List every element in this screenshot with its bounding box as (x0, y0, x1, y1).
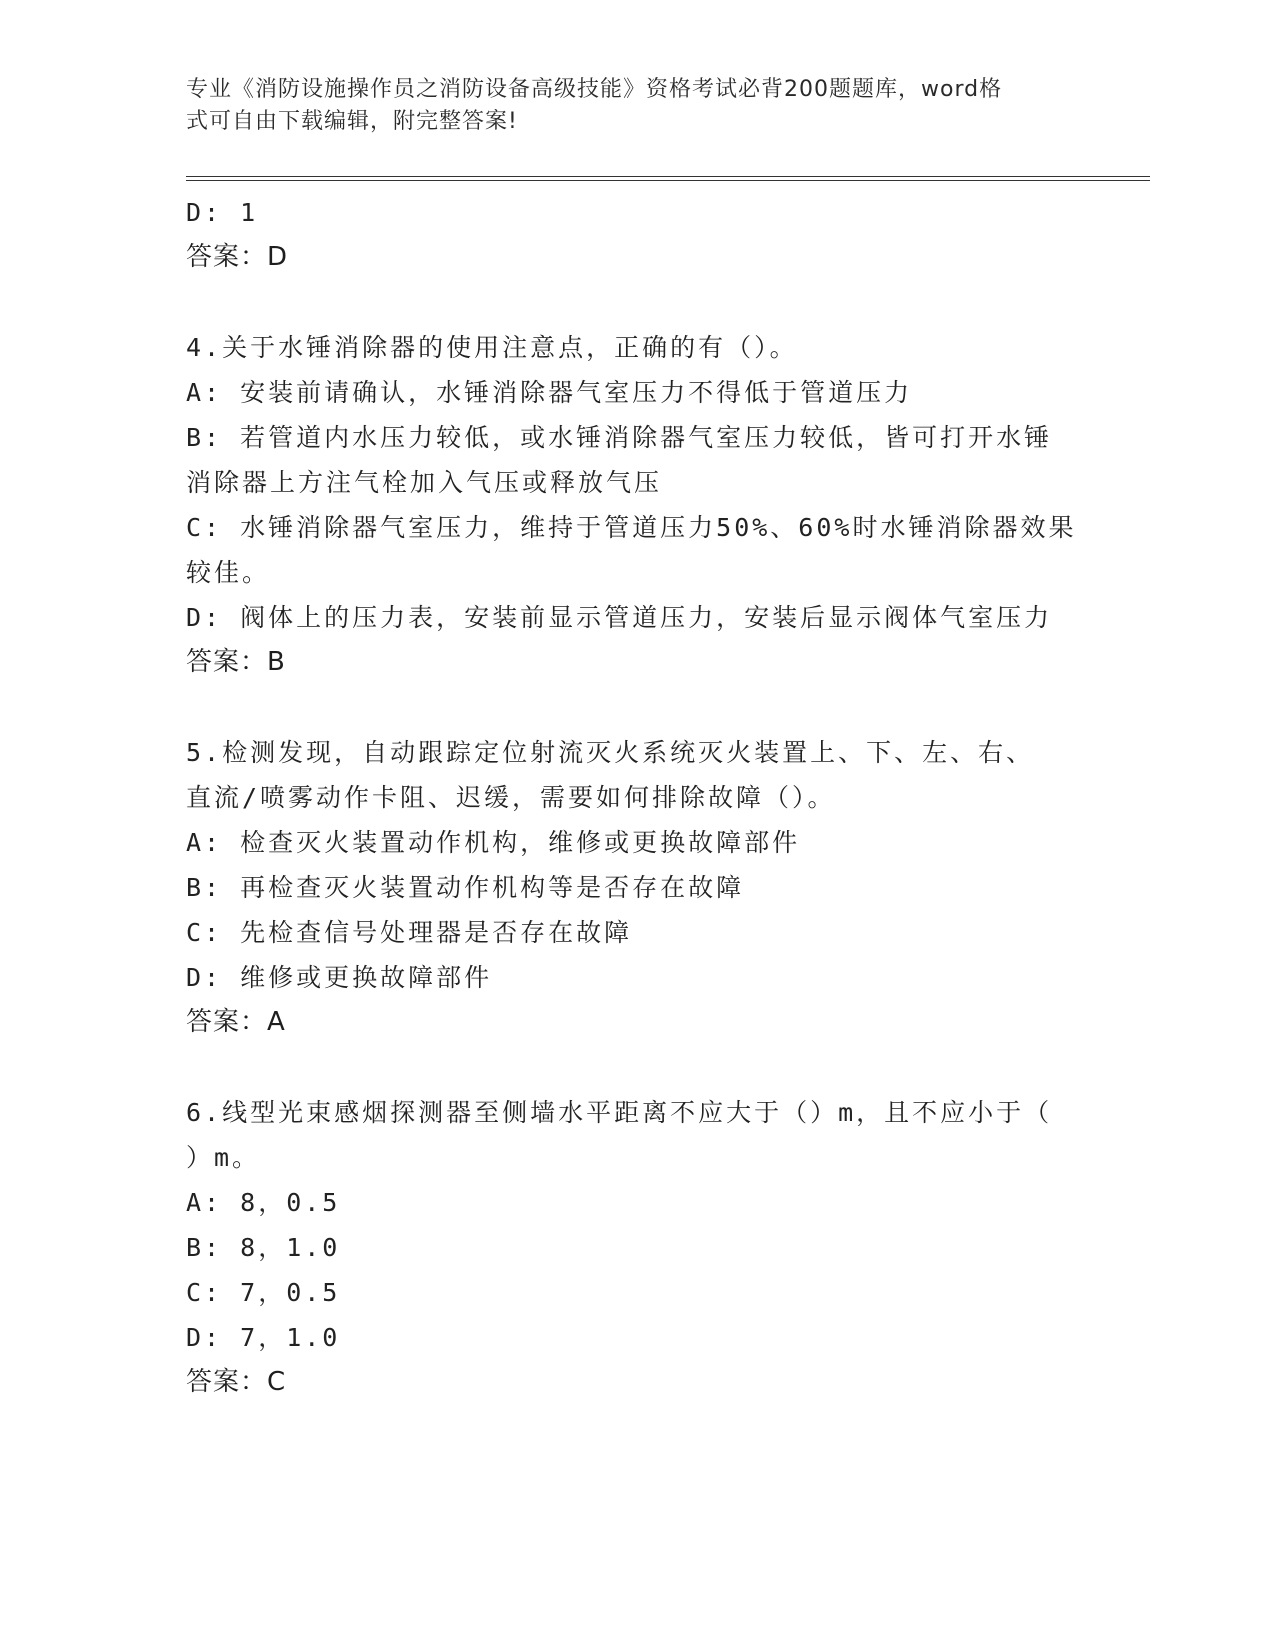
q4-option-d: D: 阀体上的压力表，安装前显示管道压力，安装后显示阀体气室压力 (186, 603, 1053, 632)
q6-option-c: C: 7，0.5 (186, 1278, 341, 1307)
q4-option-b-line-1: B: 若管道内水压力较低，或水锤消除器气室压力较低，皆可打开水锤 (186, 423, 1053, 452)
q3-answer: 答案：D (186, 242, 289, 272)
q6-option-a: A: 8，0.5 (186, 1188, 341, 1217)
q4-option-c-line-2: 较佳。 (186, 558, 271, 587)
header-divider (186, 176, 1150, 181)
q5-option-b: B: 再检查灭火装置动作机构等是否存在故障 (186, 873, 745, 902)
question-5 (186, 730, 1086, 1045)
question-4 (186, 325, 1086, 685)
question-spacer (186, 1045, 1086, 1090)
question-3-tail (186, 190, 1086, 280)
q5-option-d: D: 维修或更换故障部件 (186, 963, 493, 992)
q4-option-b-line-2: 消除器上方注气栓加入气压或释放气压 (186, 468, 663, 497)
q4-answer: 答案：B (186, 647, 286, 677)
q6-stem-line-2: ）m。 (186, 1143, 261, 1172)
question-list (186, 190, 1086, 1405)
q6-option-b: B: 8，1.0 (186, 1233, 341, 1262)
document-header (186, 74, 1066, 138)
q4-option-c-line-1: C: 水锤消除器气室压力，维持于管道压力50%、60%时水锤消除器效果 (186, 513, 1077, 542)
header-title-line-2: 式可自由下载编辑，附完整答案! (186, 109, 518, 134)
q6-stem-line-1: 6.线型光束感烟探测器至侧墙水平距离不应大于（）m，且不应小于（ (186, 1098, 1053, 1127)
q5-option-c: C: 先检查信号处理器是否存在故障 (186, 918, 633, 947)
q4-stem: 4.关于水锤消除器的使用注意点，正确的有（）。 (186, 333, 798, 362)
q6-answer: 答案：C (186, 1367, 287, 1397)
q5-option-a: A: 检查灭火装置动作机构，维修或更换故障部件 (186, 828, 801, 857)
q5-stem-line-1: 5.检测发现，自动跟踪定位射流灭火系统灭火装置上、下、左、右、 (186, 738, 1035, 767)
q3-option-d: D: 1 (186, 198, 259, 227)
question-6 (186, 1090, 1086, 1405)
q4-option-a: A: 安装前请确认，水锤消除器气室压力不得低于管道压力 (186, 378, 913, 407)
q5-stem-line-2: 直流/喷雾动作卡阻、迟缓，需要如何排除故障（）。 (186, 783, 836, 812)
header-title-line-1: 专业《消防设施操作员之消防设备高级技能》资格考试必背200题题库，word格 (186, 77, 1003, 102)
q6-option-d: D: 7，1.0 (186, 1323, 341, 1352)
question-spacer (186, 685, 1086, 730)
question-spacer (186, 280, 1086, 325)
q5-answer: 答案：A (186, 1007, 286, 1037)
